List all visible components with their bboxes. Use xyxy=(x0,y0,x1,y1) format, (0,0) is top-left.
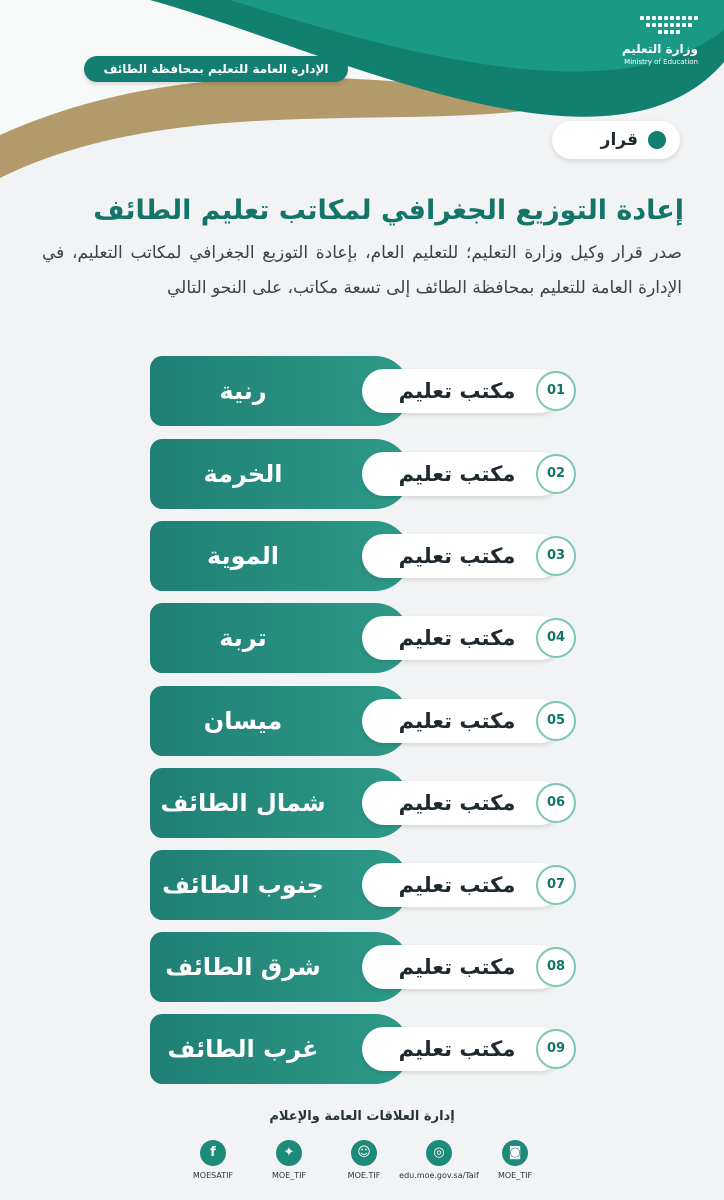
office-item xyxy=(150,356,580,426)
office-number-badge: 01 xyxy=(536,371,576,411)
office-label: مكتب تعليم xyxy=(398,709,516,733)
office-name: جنوب الطائف xyxy=(162,871,324,899)
tag-label: قرار xyxy=(600,130,638,150)
office-label-pill xyxy=(362,534,562,578)
office-label-pill xyxy=(362,1027,562,1071)
office-label-pill xyxy=(362,699,562,743)
globe-icon: ◎ xyxy=(426,1140,452,1166)
office-number-badge: 07 xyxy=(536,865,576,905)
social-handle: edu.moe.gov.sa/Taif xyxy=(399,1171,479,1180)
social-handle: MOE.TIF xyxy=(347,1171,381,1180)
office-name: رنية xyxy=(219,377,267,405)
office-item xyxy=(150,850,580,920)
office-name: شمال الطائف xyxy=(160,789,326,817)
twitter-icon: ✦ xyxy=(276,1140,302,1166)
office-name: غرب الطائف xyxy=(167,1035,319,1063)
office-number-badge: 02 xyxy=(536,454,576,494)
logo-arabic-text: وزارة التعليم xyxy=(621,42,698,56)
office-label-pill xyxy=(362,452,562,496)
footer-department: إدارة العلاقات العامة والإعلام xyxy=(269,1109,455,1124)
office-item xyxy=(150,932,580,1002)
snapchat-icon: ☺ xyxy=(351,1140,377,1166)
office-label: مكتب تعليم xyxy=(398,544,516,568)
office-label: مكتب تعليم xyxy=(398,873,516,897)
office-item xyxy=(150,1014,580,1084)
office-number-badge: 08 xyxy=(536,947,576,987)
office-name: تربة xyxy=(219,624,267,652)
office-item xyxy=(150,521,580,591)
office-name: الخرمة xyxy=(203,460,283,488)
social-links xyxy=(0,1140,724,1190)
page-title: إعادة التوزيع الجغرافي لمكاتب تعليم الطائف xyxy=(93,195,684,226)
logo-english-text: Ministry of Education xyxy=(624,58,698,66)
office-number-badge: 06 xyxy=(536,783,576,823)
office-label-pill xyxy=(362,945,562,989)
office-label: مكتب تعليم xyxy=(398,379,516,403)
office-label: مكتب تعليم xyxy=(398,1037,516,1061)
instagram-icon: ◙ xyxy=(502,1140,528,1166)
office-item xyxy=(150,768,580,838)
office-label-pill xyxy=(362,781,562,825)
office-item xyxy=(150,439,580,509)
office-label-pill xyxy=(362,616,562,660)
office-label: مكتب تعليم xyxy=(398,955,516,979)
office-number-badge: 03 xyxy=(536,536,576,576)
social-handle: MOESATIF xyxy=(192,1171,234,1180)
intro-paragraph: صدر قرار وكيل وزارة التعليم؛ للتعليم العام، بإعادة التوزيع الجغرافي لمكاتب التعليم، في الإدارة العامة للتعليم بمحافظة الطائف إلى تسعة مكاتب، على النحو التالي xyxy=(42,243,682,298)
facebook-icon: f xyxy=(200,1140,226,1166)
office-number-badge: 05 xyxy=(536,701,576,741)
office-name: شرق الطائف xyxy=(165,953,321,981)
office-label-pill xyxy=(362,369,562,413)
department-badge: الإدارة العامة للتعليم بمحافظة الطائف xyxy=(84,56,348,82)
office-number-badge: 09 xyxy=(536,1029,576,1069)
office-name: ميسان xyxy=(203,707,283,735)
social-instagram[interactable] xyxy=(460,1140,570,1180)
office-label-pill xyxy=(362,863,562,907)
office-label: مكتب تعليم xyxy=(398,462,516,486)
office-label: مكتب تعليم xyxy=(398,791,516,815)
office-label: مكتب تعليم xyxy=(398,626,516,650)
social-handle: MOE_TIF xyxy=(497,1171,533,1180)
office-name: الموية xyxy=(207,542,279,570)
office-number-badge: 04 xyxy=(536,618,576,658)
office-item xyxy=(150,603,580,673)
office-item xyxy=(150,686,580,756)
social-handle: MOE_TIF xyxy=(271,1171,307,1180)
